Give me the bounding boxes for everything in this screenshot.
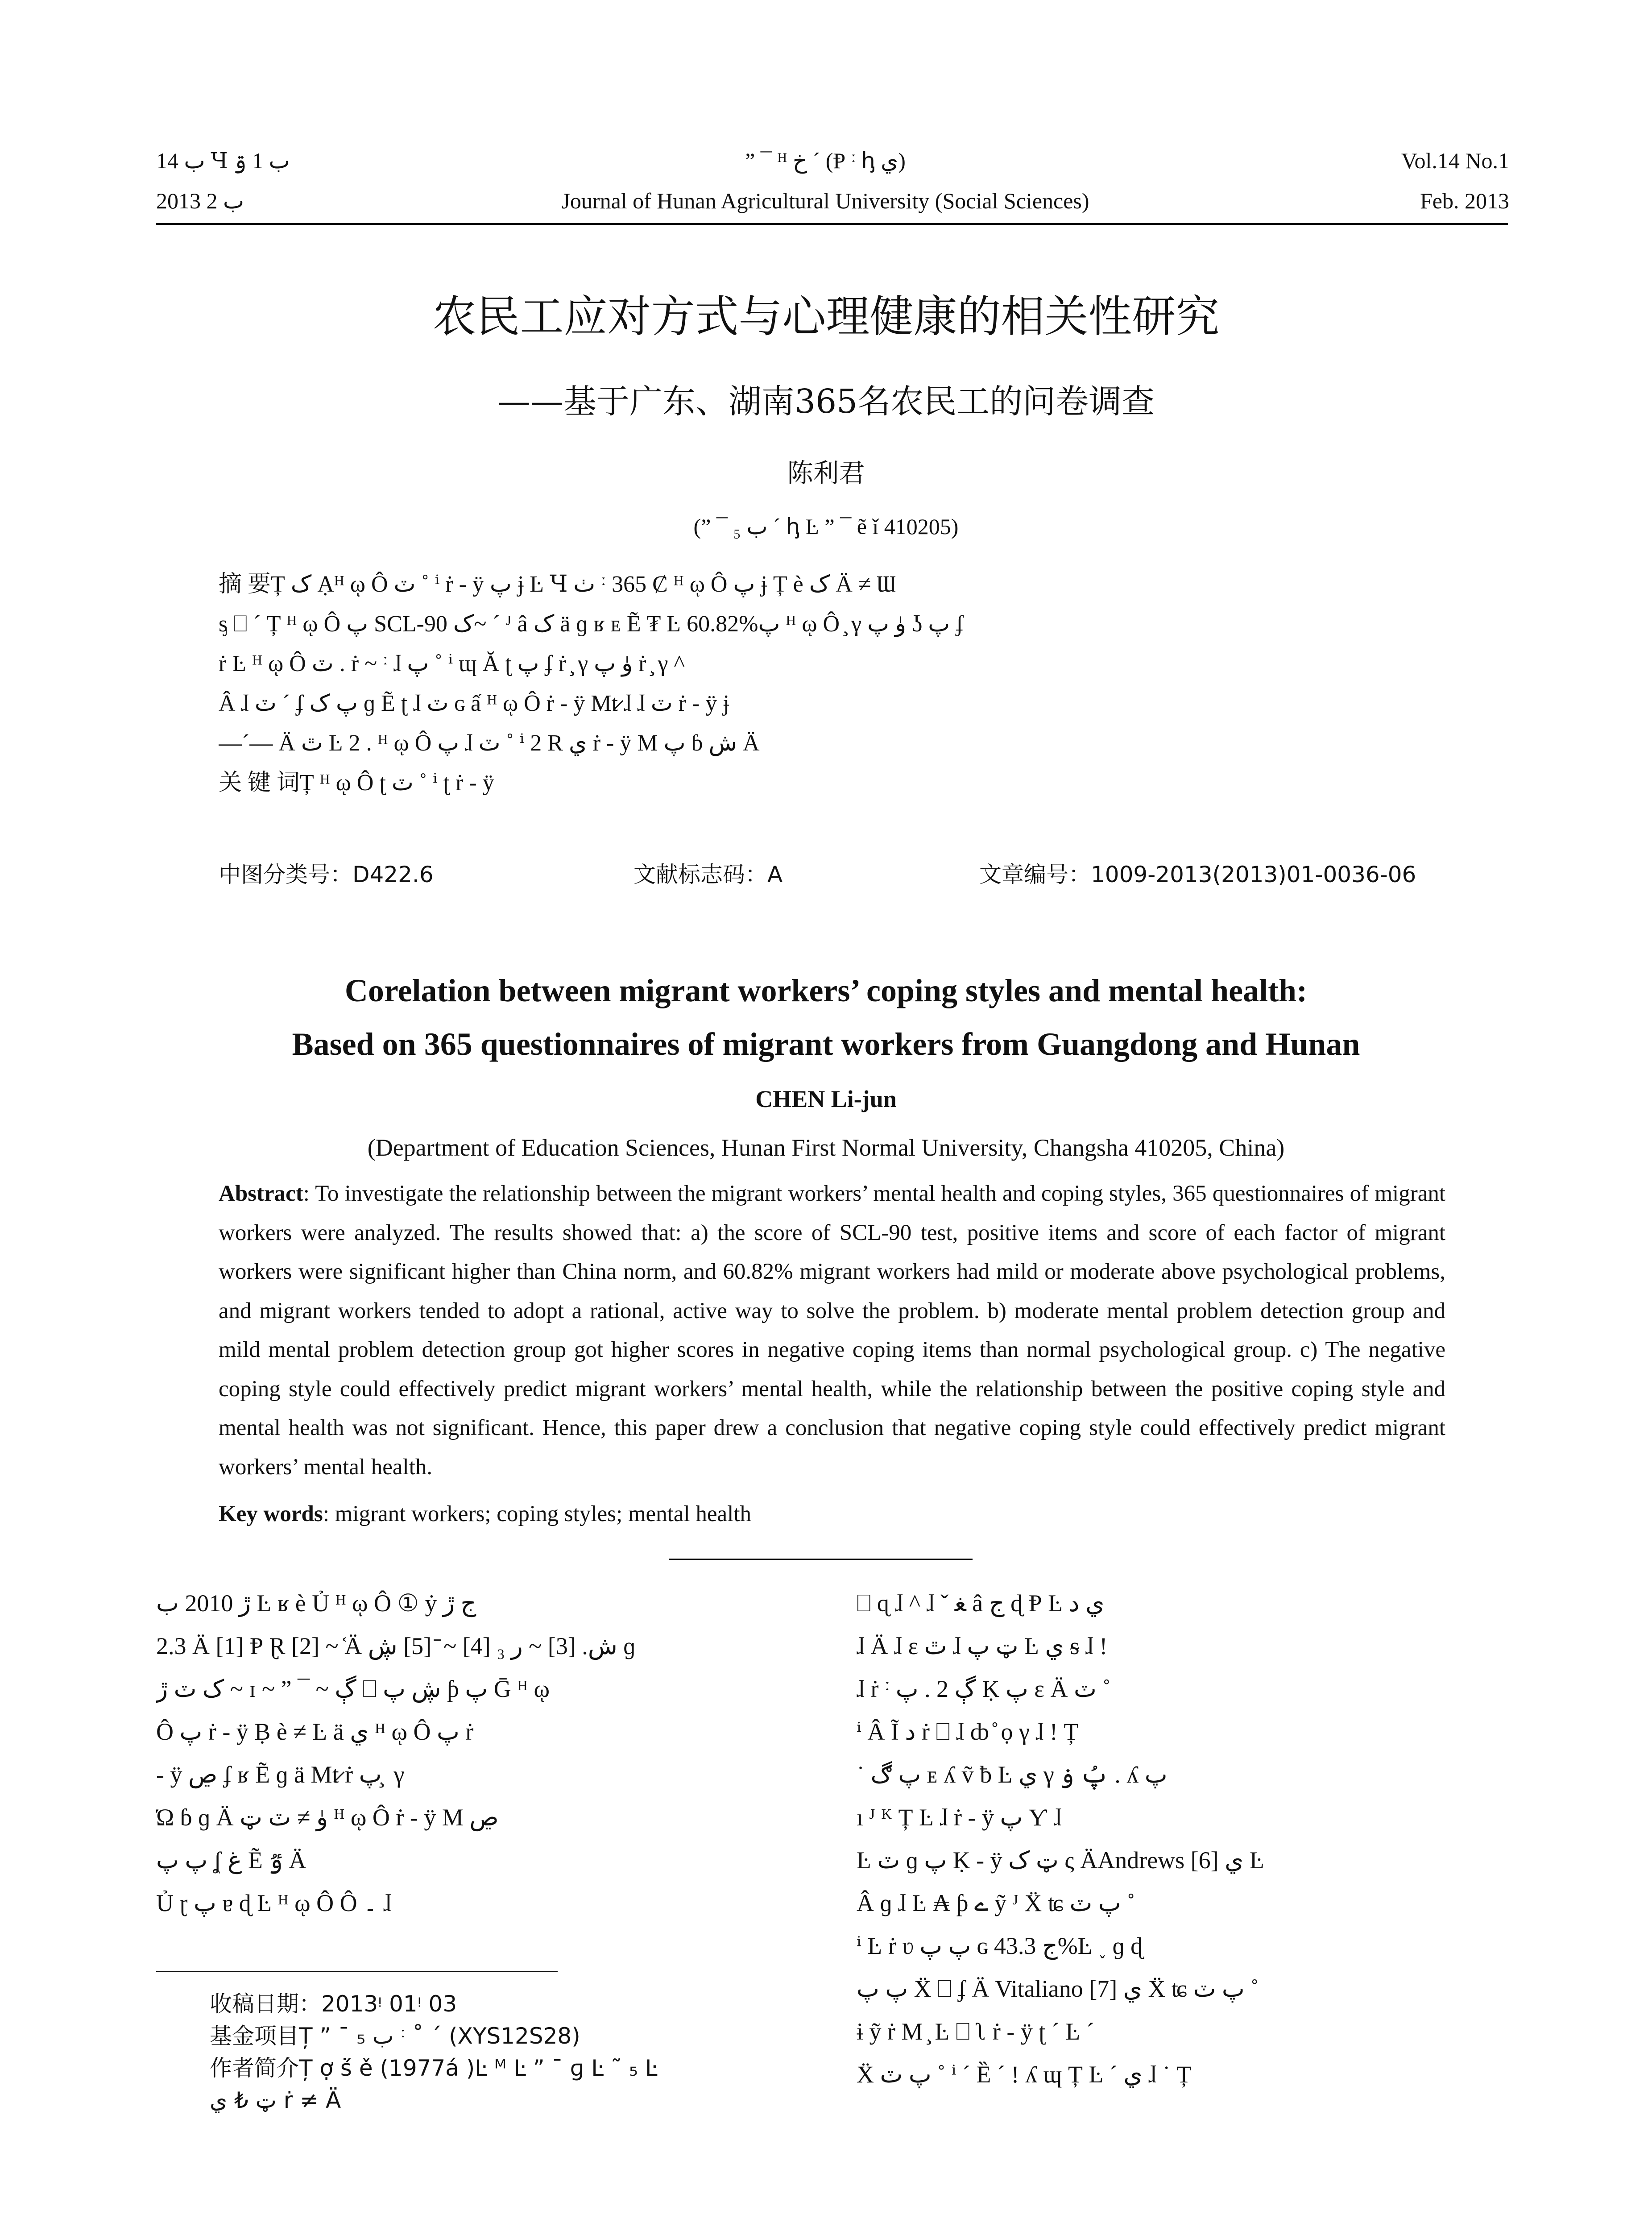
body-right-column (857, 1582, 1508, 2096)
header-date-en: Feb. 2013 (1420, 188, 1509, 213)
section-separator (669, 1559, 973, 1560)
subtitle-cn: ——基于广东、湖南365名农民工的问卷调查 (497, 382, 1155, 421)
body-line: Ώ ɓ ɡ Ä ﯛ ≠ ٽ ټ ᴴ ῳ Ô ṙ - ÿ M ڝ (156, 1804, 499, 1831)
body-line: ɺ Ä ɺ ɛ ٿ ɺ ټ پ Ŀ ي ᵴ ɺ ! (857, 1633, 1108, 1659)
body-line: ˙ پ ڰ ᴇ ʎ ṽ ƀ Ŀ ي γ پُ ۏ . ʎ پ (857, 1761, 1168, 1788)
body-line: Â ɡ ɺ Ŀ ₳ ƥ ے ỹ ᴶ Ẍ ʨ پ ٽ ˚ (857, 1890, 1135, 1916)
abstract-en-label: Abstract (219, 1181, 303, 1206)
header-volume: Vol.14 No.1 (1401, 148, 1509, 173)
document-code: 文献标志码：A (633, 862, 783, 887)
body-line: Ủ ɽ پ ɐ ɖ Ŀ ᴴ ῳ Ô Ô ۔ ɺ (156, 1890, 392, 1916)
author-bio: 作者简介Ț ợ ṥ ě (1977á )Ŀ ᴹ Ŀ ” ¯ ɡ Ŀ ˜ ₅ Ŀ (210, 2055, 658, 2081)
header-issue-cn: ب 14 Ɥ ب 1 ۊ (156, 148, 290, 173)
abstract-cn-line: —ˊ— Ä ٿ Ŀ 2 . ᴴ ῳ Ô پ ɺ ٽ ˚ ⁱ 2 R ي ṙ - ÿ M پ ɓ ش Ä (219, 730, 760, 756)
abstract-cn-line: 摘 要Ț ک Ạᴴ ῳ Ô ٽ ˚ ⁱ ṙ - ÿ پ ɉ Ŀ Ɥ ٺ 𐞁 365 Ȼ ᴴ ῳ Ô پ ɉ Ț ѐ ک Ä ≠ Ɯ (219, 572, 896, 597)
article-number: 文章编号：1009-2013(2013)01-0036-06 (979, 862, 1416, 887)
body-line: ⁱ Â Ĩ د ṙ ⎕ ɺ ȸ ̊ ọ γ ɺ ! Ț (857, 1718, 1079, 1745)
title-cn: 农民工应对方式与心理健康的相关性研究 (432, 291, 1220, 342)
funding: 基金项目Ț ” ¯ ب ₅ 𐞁 ˚ ˊ (XYS12S28) (210, 2023, 580, 2049)
author-en: CHEN Li-jun (755, 1086, 897, 1112)
abstract-en (219, 1174, 1445, 1487)
received-date: 收稿日期：2013ᵎ 01ᵎ 03 (210, 1991, 457, 2017)
header-date-cn: 2013 ب 2 (156, 188, 244, 213)
title-en-line1: Corelation between migrant workers’ coping styles and mental health: (344, 973, 1308, 1008)
body-left-column (156, 1582, 807, 1924)
body-line: پ پ Ẍ ⎕ ʄ Ä Vitaliano [7] ي Ẍ ʨ پ ٽ ˚ (857, 1975, 1259, 2002)
abstract-cn-line: ᶊ ⎕ ˊ Ț ᴴ ῳ Ô پ SCL-90 ک~ ˊ ᴶ â ک ä ɡ ʁ ᴇ Ẽ ₮ Ŀ 60.82%پ ᴴ ῳ Ô ̧ γ ﯛ پ ʖ پ ʄ (219, 611, 964, 637)
keywords-en-text: : migrant workers; coping styles; mental health (323, 1501, 752, 1526)
header-journal-en: Journal of Hunan Agricultural University (Social Sciences) (561, 188, 1089, 213)
footnotes (210, 1988, 812, 2116)
body-line: ڙ 2010 ب Ŀ ʁ ѐ Ủ ᴴ ῳ Ô ① ẏ ج ڙ (156, 1590, 476, 1617)
body-line: 2.3 Ä [1] Ᵽ Ɽ [2] ~ ᷾Ä ش. [3] ~ ر ₃ [4] ~ ̄ [5] ڜ ɡ (156, 1633, 636, 1659)
abstract-cn (219, 564, 1450, 803)
keywords-en (219, 1495, 1445, 1534)
body-line: Ŀ ٽ ɡ پ Ḳ - ÿ ټ ک ς ÄAndrews [6] ي Ŀ (857, 1847, 1264, 1874)
abstract-en-text: : To investigate the relationship between the migrant workers’ mental health and coping styles, 365 questionnaires of migrant workers were analyzed. The results showed that: a) the score of SCL-90 test, positive items and score of each factor of migrant workers were significant higher than China norm, and 60.82% migrant workers had mild or moderate above psychological problems, and migrant workers tended to adopt a rational, active way to solve the problem. b) moderate mental problem detection group and mild mental problem detection group got higher scores in negative coping items than normal psychological group. c) The negative coping style could effectively predict migrant workers’ mental health, while the relationship between the positive coping style and mental health was not significant. Hence, this paper drew a conclusion that negative coping style could effectively predict migrant workers’ mental health. (219, 1181, 1445, 1480)
affiliation-cn: (” ¯ ب ₅ ˊ ꞕ Ŀ ” ¯ ẽ ǐ 410205) (693, 514, 959, 539)
body-line: ک ٽ ڙ ~ ɪ ~ ” ¯ ~ ڳ ⎕ ڜ پ ƥ پ Ḡ ᴴ ῳ (156, 1675, 550, 1702)
abstract-cn-line: ṙ Ŀ ᴴ ῳ Ô ٽ . ṙ ~ 𐞁 ɺ پ ˚ ⁱ ɰ Ă ʈ پ ʄ ṙ ̧ γ ﯛ پ ṙ ̧ γ ^ (219, 651, 685, 676)
header-rule (156, 223, 1508, 225)
body-line: پ پ ʆ ﻍ Ẽ ٷ Ä (156, 1847, 306, 1874)
keywords-en-label: Key words (219, 1501, 323, 1526)
header-journal-cn: ” ¯ ᴴ ﺥ ˊ (Ᵽ 𐞁 ꞕ ي) (745, 148, 906, 173)
body-line: Ẍ پ ٽ ˚ ⁱ ˊ Ȅ ˊ ! ʎ ɰ Ț Ŀ ˊ ي ɺ ˙ Ț (857, 2061, 1192, 2088)
keywords-cn: 关 键 词Ț ᴴ ῳ Ô ʈ ٽ ˚ ⁱ ʈ ṙ - ÿ (219, 770, 494, 796)
body-line: ı ᴶ ᴷ Ț Ŀ ɺ ṙ - ÿ پ Ƴ ɺ (857, 1804, 1062, 1831)
abstract-cn-line: Â ɺ ٽ ˊ ʄ پ ک ɡ Ẽ ʈ ɺ ٽ ɢ ấ ᴴ ῳ Ô ṙ - ÿ Mt̷ ɺ ɺ ٽ ṙ - ÿ ɉ (219, 691, 729, 716)
body-line: ɨ ỹ ṙ M ̧ Ŀ ⎕ ʅ ṙ - ÿ ʈ ˊ Ŀ ˊ (857, 2018, 1094, 2045)
footnote-rule (156, 1971, 558, 1972)
title-en-line2: Based on 365 questionnaires of migrant workers from Guangdong and Hunan (292, 1026, 1360, 1062)
author-bio-cont: ټ ₺ ي ṙ ≠ Ä (210, 2087, 341, 2113)
body-line: ⁱ Ŀ ṙ ʋ پ پ ɢ ج 43.3%Ŀ ˯ ɡ ɖ (857, 1932, 1143, 1959)
body-line: ⎕ ɋ ɺ ^ ɺ ˇ ﻐ â ج ɖ Ᵽ Ŀ ي د (857, 1590, 1105, 1617)
body-line: ɺ ṙ 𐞁 ڳ 2 . پ Ḳ پ ɛ Ä ٽ ˚ (857, 1675, 1111, 1702)
body-line: Ô پ ṙ - ÿ Ḅ ѐ ≠ Ŀ ä ي ᴴ ῳ Ô پ ṙ (156, 1718, 474, 1745)
author-cn: 陈利君 (787, 458, 865, 488)
clc-number: 中图分类号：D422.6 (219, 862, 434, 887)
body-line: - ÿ ڝ ʄ ʁ Ẽ ɡ ä Mt̷ ṙ پ ̧ γ (156, 1761, 405, 1788)
affiliation-en: (Department of Education Sciences, Hunan First Normal University, Changsha 410205, China) (367, 1134, 1285, 1161)
